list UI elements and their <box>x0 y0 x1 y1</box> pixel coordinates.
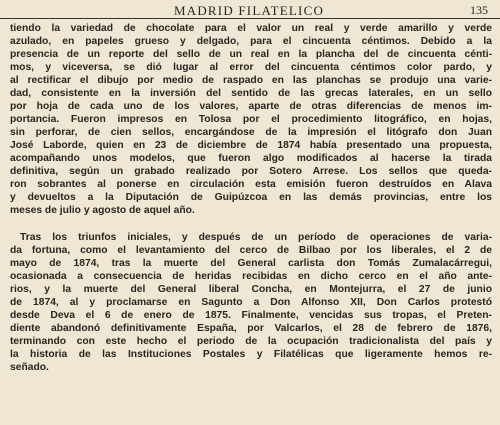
paragraph-1-line: acompañando unos modelos, que fueron algo modificados al hacerse la tirada <box>10 153 492 164</box>
paragraph-1-line: y devueltos a la Diputación de Guipúzcoa en las demás provincias, entre los <box>10 192 492 203</box>
paragraph-2-line: desde Deva el 6 de enero de 1875. Finalmente, vencidas sus tropas, el Preten- <box>10 310 492 321</box>
paragraph-2-line: ocasionada a consecuencia de heridas recibidas en dicho cerco en el año ante- <box>10 271 492 282</box>
paragraph-1-line: meses de julio y agosto de aquel año. <box>10 205 195 216</box>
paragraph-2-line: da fortuna, como el levantamiento del cerco de Bilbao por los liberales, el 2 de <box>10 245 492 256</box>
paragraph-2-line: terminando con este hecho el periodo de la ocupación tradicionalista del país y <box>10 336 492 347</box>
paragraph-1-line: ron sobrantes al ponerse en circulación esta emisión fueron destruídos en Alava <box>10 179 492 190</box>
paragraph-2-line: diente abandonó definitivamente España, por Valcarlos, el 28 de febrero de 1876, <box>10 323 492 334</box>
paragraph-1-line: presencia de un reporte del sello de un real en la plancha del de cincuenta cénti- <box>10 49 492 60</box>
paragraph-1-line: tiendo la variedad de chocolate para el valor un real y verde amarillo y verde <box>10 23 492 34</box>
paragraph-1-line: mos, y viceversa, se dió lugar al error del cincuenta céntimos color pardo, y <box>10 62 492 73</box>
paragraph-1-line: definitiva, según un grabado realizado por Sotero Arrese. Los sellos que queda- <box>10 166 492 177</box>
journal-title: MADRID FILATELICO <box>174 3 325 18</box>
page-number: 135 <box>470 3 488 17</box>
paragraph-2-line: Tras los triunfos iniciales, y después de un período de operaciones de varia- <box>20 232 492 243</box>
paragraph-2-line: señado. <box>10 362 49 373</box>
paragraph-1-line: al rectificar el dibujo por medio de raspado en las planchas se produjo una varie- <box>10 75 492 86</box>
paragraph-2-line: la historia de las Instituciones Postales y Filatélicas que ligeramente hemos re- <box>10 349 492 360</box>
paragraph-1-line: dad, consistente en la inversión del sentido de las grecas laterales, en un sello <box>10 88 492 99</box>
paragraph-2-line: mayo de 1874, tras la muerte del General carlista don Tomás Zumalacárregui, <box>10 258 492 269</box>
paragraph-1-line: sin perforar, de cien sellos, encargándose de la impresión el litógrafo don Juan <box>10 127 492 138</box>
paragraph-1-line: portancia. Fueron impresos en Tolosa por el procedimiento litográfico, en hojas, <box>10 114 492 125</box>
paragraph-2-line: de 1874, al y proclamarse en Sagunto a Don Alfonso XII, Don Carlos protestó <box>10 297 492 308</box>
paragraph-1-line: azulado, en papeles grueso y delgado, para el cincuenta céntimos. Debido a la <box>10 36 492 47</box>
paragraph-1-line: José Laborde, quien en 23 de diciembre de 1874 había presentado una propuesta, <box>10 140 492 151</box>
paragraph-2-line: rios, y la muerte del General liberal Concha, en Montejurra, el 27 de junio <box>10 284 492 295</box>
paragraph-1-line: por hoja de cada uno de los valores, aparte de otras diferencias de menos im- <box>10 101 492 112</box>
